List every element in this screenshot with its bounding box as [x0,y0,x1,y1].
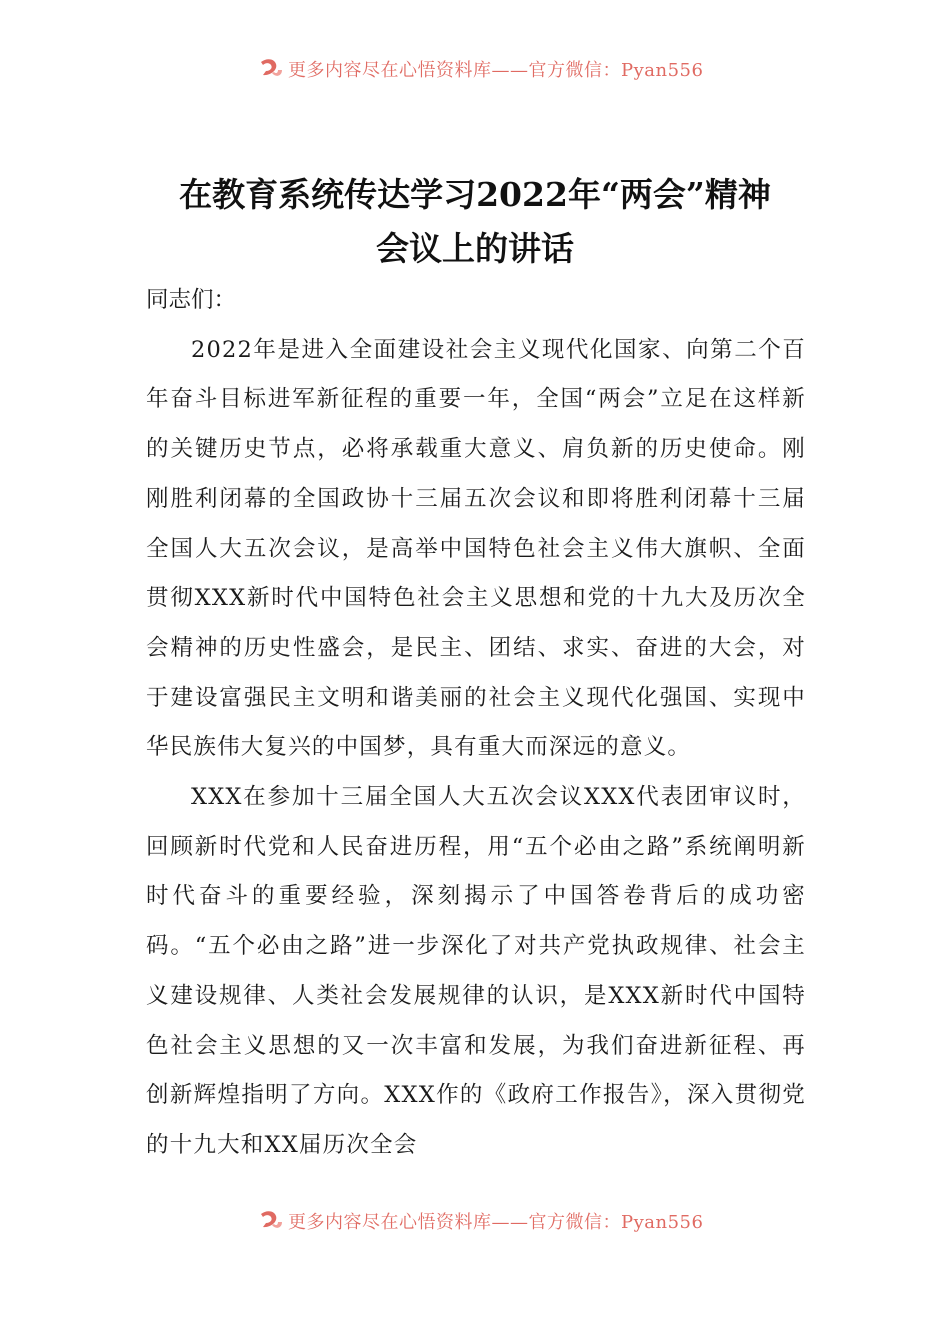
salutation: 同志们： [146,287,237,313]
watermark-header [258,56,738,82]
brand-logo-icon [258,58,284,80]
brand-logo-icon [258,1210,284,1232]
watermark-text: 更多内容尽在心悟资料库——官方微信：Pyan556 [288,1212,704,1233]
title-line-1: 在教育系统传达学习2022年“两会”精神 [179,175,771,214]
paragraph-2: XXX在参加十三届全国人大五次会议XXX代表团审议时，回顾新时代党和人民奋进历程，用“五个必由之路”系统阐明新时代奋斗的重要经验，深刻揭示了中国答卷背后的成功密码。“五个必由之路”进一步深化了对共产党执政规律、社会主义建设规律、人类社会发展规律的认识，是XXX新时代中国特色社会主义思想的又一次丰富和发展，为我们奋进新征程、再创新辉煌指明了方向。XXX作的《政府工作报告》，深入贯彻党的十九大和XX届历次全会 [146,784,806,1158]
watermark-text: 更多内容尽在心悟资料库——官方微信：Pyan556 [288,60,704,81]
document-title [100,168,850,276]
title-line-2: 会议上的讲话 [376,229,574,268]
watermark-footer [258,1208,738,1234]
document-body [146,276,806,1171]
paragraph-1: 2022年是进入全面建设社会主义现代化国家、向第二个百年奋斗目标进军新征程的重要一年，全国“两会”立足在这样新的关键历史节点，必将承载重大意义、肩负新的历史使命。刚刚胜利闭幕的全国政协十三届五次会议和即将胜利闭幕十三届全国人大五次会议，是高举中国特色社会主义伟大旗帜、全面贯彻XXX新时代中国特色社会主义思想和党的十九大及历次全会精神的历史性盛会，是民主、团结、求实、奋进的大会，对于建设富强民主文明和谐美丽的社会主义现代化强国、实现中华民族伟大复兴的中国梦，具有重大而深远的意义。 [146,336,806,761]
